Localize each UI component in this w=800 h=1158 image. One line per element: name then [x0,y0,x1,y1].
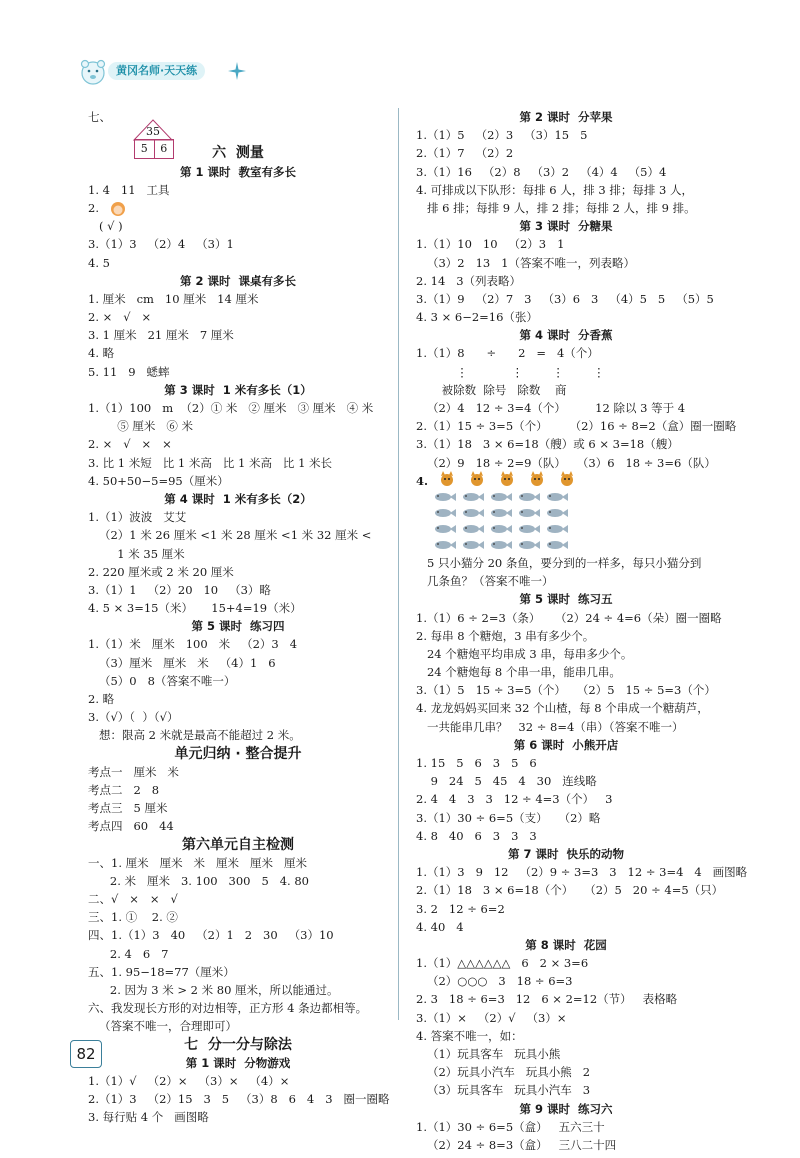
answer-line: 2.（1）7 （2）2 [416,146,514,161]
answer-line: 1.（1）100 m （2）① 米 ② 厘米 ③ 厘米 ④ 米 [88,401,374,415]
answer-line: 2.（1）3 （2）15 3 5 （3）8 6 4 3 圈一圈略 [88,1092,390,1107]
fish-icon [462,523,484,537]
fish-icon [434,491,456,505]
section-heading: 第 4 课时 分香蕉 [519,328,613,343]
answer-line: 三、1. ① 2. ② [88,910,178,925]
answer-line: 2. 4 4 3 3 12 ÷ 4=3（个） 3 [416,792,613,807]
cat-icon [556,471,578,490]
list-item: 4. [416,473,429,488]
fish-icon [434,507,456,521]
answer-line: 4. 可排成以下队形：每排 6 人，排 3 排；每排 3 人， [416,182,694,197]
answer-line: 想：限高 2 米就是最高不能超过 2 米。 [88,728,301,743]
answer-line: （3）厘米 厘米 米 （4）1 6 [88,655,276,670]
answer-line: 2. 3 18 ÷ 6=3 12 6 × 2=12（节） 表格略 [416,992,678,1007]
answer-line: 几条鱼？（答案不唯一） [416,574,554,589]
answer-line: 考点一 厘米 米 [88,764,179,779]
cat-icon [526,471,548,490]
answer-line: （2）1 米 26 厘米 <1 米 28 厘米 <1 米 32 厘米 < [88,528,372,543]
fish-icon [546,491,568,505]
answer-line: ⋮ ⋮ ⋮ ⋮ [416,364,605,379]
answer-line: 1.（1）5 （2）3 （3）15 5 [416,128,588,143]
answer-line: 1.（1）波波 艾艾 [88,510,187,525]
section-heading: 第 3 课时 分糖果 [519,219,613,234]
house-left-number: 5 [140,142,148,155]
cat-row [416,472,716,490]
answer-line: （1）玩具客车 玩具小熊 [416,1047,561,1061]
right-column [416,108,748,1154]
answer-line: 24 个糖炮平均串成 3 串，每串多少个。 [416,646,633,661]
section-heading: 第 4 课时 1 米有多长（2） [164,491,312,506]
answer-line: 4. 5 × 3=15（米） 15+4=19（米） [88,601,302,616]
answer-line: 2. 米 厘米 3. 100 300 5 4. 80 [88,873,309,888]
section-heading: 六 测量 [212,145,264,162]
answer-line: 4. 略 [88,346,115,361]
fish-row [416,522,716,538]
answer-line: 9 24 5 45 4 30 连线略 [416,774,597,789]
cat-icon [436,471,458,490]
answer-line: 五、1. 95−18=77（厘米） [88,964,235,979]
section-heading: 第 5 课时 练习四 [191,619,285,634]
answer-line: 四、1.（1）3 40 （2）1 2 30 （3）10 [88,928,334,943]
section-heading: 第 2 课时 课桌有多长 [179,273,296,288]
page-number: 82 [70,1040,102,1068]
answer-line: 5 只小猫分 20 条鱼，要分到的一样多，每只小猫分到 [416,555,702,570]
answer-line: 1.（1）3 9 12 （2）9 ÷ 3=3 3 12 ÷ 3=4 4 画图略 [416,865,748,880]
answer-line: 2.（1）15 ÷ 3=5（个） （2）16 ÷ 8=2（盒）圈一圈略 [416,419,737,434]
answer-line: 1. 15 5 6 3 5 6 [416,756,537,770]
answer-line: 4. 答案不唯一，如： [416,1028,523,1043]
column-divider [398,108,399,1020]
answer-line: （5）0 8（答案不唯一） [88,673,236,688]
fish-icon [518,539,540,553]
section-heading: 第 5 课时 练习五 [519,592,613,607]
answer-line: 3. 比 1 米短 比 1 米高 比 1 米高 比 1 米长 [88,455,333,470]
answer-line: 2. × √ × × [88,437,172,452]
answer-line: 4. 3 × 6−2=16（张） [416,310,538,325]
answer-line: 4. 5 [88,255,110,270]
answer-line: 3. 每行贴 4 个 画图略 [88,1110,209,1125]
house-right-number: 6 [154,140,174,158]
fish-row [416,538,716,554]
answer-line: 2. 4 6 7 [88,946,169,961]
answer-line: 3.（1）30 ÷ 6=5（支） （2）略 [416,810,601,825]
answer-line: 4. 龙龙妈妈买回来 32 个山楂，每 8 个串成一个糖葫芦， [416,701,709,716]
answer-line: （3）2 13 1（答案不唯一，列表略） [416,255,635,270]
answer-line: 1.（1）√ （2）× （3）× （4）× [88,1073,290,1088]
answer-line: 2. [88,199,388,217]
fish-icon [462,507,484,521]
answer-line: 3.（1）1 （2）20 10 （3）略 [88,582,271,597]
section-heading: 第 2 课时 分苹果 [519,110,613,124]
section-heading: 第 6 课时 小熊开店 [513,737,619,752]
answer-line: 4. 50+50−5=95（厘米） [88,473,229,488]
answer-line: 1 米 35 厘米 [88,546,185,561]
answer-line: 1.（1）6 ÷ 2=3（条） （2）24 ÷ 4=6（朵）圈一圈略 [416,610,722,625]
answer-line: ( √ ) [88,219,123,234]
answer-line: 2. 220 厘米或 2 米 20 厘米 [88,564,234,579]
answer-line: 3.（1）16 （2）8 （3）2 （4）4 （5）4 [416,164,667,179]
answer-line: 六、我发现长方形的对边相等，正方形 4 条边都相等。 [88,1001,368,1016]
series-header [78,58,278,86]
answer-line: 1.（1）△△△△△△ 6 2 × 3=6 [416,956,589,971]
section-heading: 第六单元自主检测 [182,836,294,853]
fish-icon [490,507,512,521]
section-heading: 第 1 课时 教室有多长 [179,164,296,179]
answer-line: 2. 略 [88,692,115,706]
cat-icon [496,471,518,490]
answer-line: 3. 1 厘米 21 厘米 7 厘米 [88,328,234,343]
answer-line: 1. 厘米 cm 10 厘米 14 厘米 [88,291,259,306]
answer-line: 七、 [88,110,111,124]
section-heading: 第 3 课时 1 米有多长（1） [164,382,312,397]
answer-line: 2.（1）18 3 × 6=18（个） （2）5 20 ÷ 4=5（只） [416,883,724,898]
answer-line: 考点二 2 8 [88,782,160,797]
fish-icon [518,523,540,537]
fish-icon [546,523,568,537]
answer-line: （答案不唯一，合理即可） [88,1019,237,1034]
answer-line: 24 个糖炮每 8 个串一串，能串几串。 [416,665,621,680]
answer-line: 4. 40 4 [416,919,464,934]
answer-line: 1.（1）8 ÷ 2 = 4（个） [416,346,599,361]
answer-line: （2）○○○ 3 18 ÷ 6=3 [416,974,573,989]
fish-icon [490,491,512,505]
answer-line: 二、√ × × √ [88,892,178,907]
fish-icon [518,491,540,505]
answer-line: （2）玩具小汽车 玩具小熊 2 [416,1065,591,1080]
fish-row [416,490,716,506]
answer-line: 2. 因为 3 米 > 2 米 80 厘米，所以能通过。 [88,983,339,997]
brand-title: 黄冈名师·天天练 [108,62,205,80]
answer-line: 一、1. 厘米 厘米 米 厘米 厘米 厘米 [88,855,307,870]
fish-icon [434,539,456,553]
section-heading: 第 8 课时 花园 [525,937,607,952]
answer-line: 3.（1）18 3 × 6=18（艘）或 6 × 3=18（艘） [416,437,679,452]
answer-line: （3）玩具客车 玩具小汽车 3 [416,1083,591,1098]
bear-logo-icon [78,58,108,86]
answer-line: 1.（1）10 10 （2）3 1 [416,237,565,252]
section-heading: 七 分一分与除法 [184,1036,292,1053]
fish-icon [490,523,512,537]
answer-line: （2）4 12 ÷ 3=4（个） 12 除以 3 等于 4 [416,401,686,415]
answer-line: 3.（1）× （2）√ （3）× [416,1010,567,1025]
cat-icon [466,471,488,490]
answer-line: （2）9 18 ÷ 2=9（队） （3）6 18 ÷ 3=6（队） [416,455,716,470]
answer-line: 2. 每串 8 个糖炮，3 串有多少个。 [416,628,595,643]
answer-line: 1.（1）米 厘米 100 米 （2）3 4 [88,637,298,652]
answer-line: 排 6 排；每排 9 人，排 2 排；每排 2 人，排 9 排。 [416,200,696,215]
house-top-number: 35 [146,125,160,138]
answer-line: 2. 14 3（列表略） [416,273,522,288]
answer-line: 3. 2 12 ÷ 6=2 [416,901,505,916]
fish-icon [518,507,540,521]
section-heading: 第 1 课时 分物游戏 [185,1055,291,1070]
answer-line: 考点三 5 厘米 [88,801,168,816]
answer-line: 考点四 60 44 [88,819,174,834]
girl-icon [99,201,127,215]
fish-icon [546,539,568,553]
fish-row [416,506,716,522]
answer-line: 被除数 除号 除数 商 [416,382,567,397]
answer-line: 3.（√）（ ）（√） [88,710,179,725]
section-heading: 第 9 课时 练习六 [519,1101,613,1116]
answer-line: 1.（1）30 ÷ 6=5（盒） 五六三十 [416,1119,605,1134]
answer-line: 4. 8 40 6 3 3 3 [416,828,537,843]
section-heading: 第 7 课时 快乐的动物 [507,846,624,861]
section-heading: 单元归纳 · 整合提升 [174,745,302,762]
answer-line: 2. × √ × [88,310,152,325]
answer-line: 5. 11 9 蟋蟀 [88,364,170,379]
answer-line: 3.（1）3 （2）4 （3）1 [88,237,234,252]
sparkle-star-icon [228,62,246,80]
fish-icon [490,539,512,553]
answer-line: （2）24 ÷ 8=3（盒） 三八二十四 [416,1137,617,1152]
fish-icon [434,523,456,537]
fish-icon [462,539,484,553]
answer-line: 3.（1）5 15 ÷ 3=5（个） （2）5 15 ÷ 5=3（个） [416,683,716,698]
answer-line: 1. 4 11 工具 [88,182,170,197]
answer-line: ⑤ 厘米 ⑥ 米 [88,419,194,434]
answer-line: 3.（1）9 （2）7 3 （3）6 3 （4）5 5 （5）5 [416,291,714,306]
fish-icon [462,491,484,505]
answer-line [88,126,388,144]
answer-line: 一共能串几串？ 32 ÷ 8=4（串）（答案不唯一） [416,719,684,734]
left-column [88,108,388,1127]
fish-icon [546,507,568,521]
